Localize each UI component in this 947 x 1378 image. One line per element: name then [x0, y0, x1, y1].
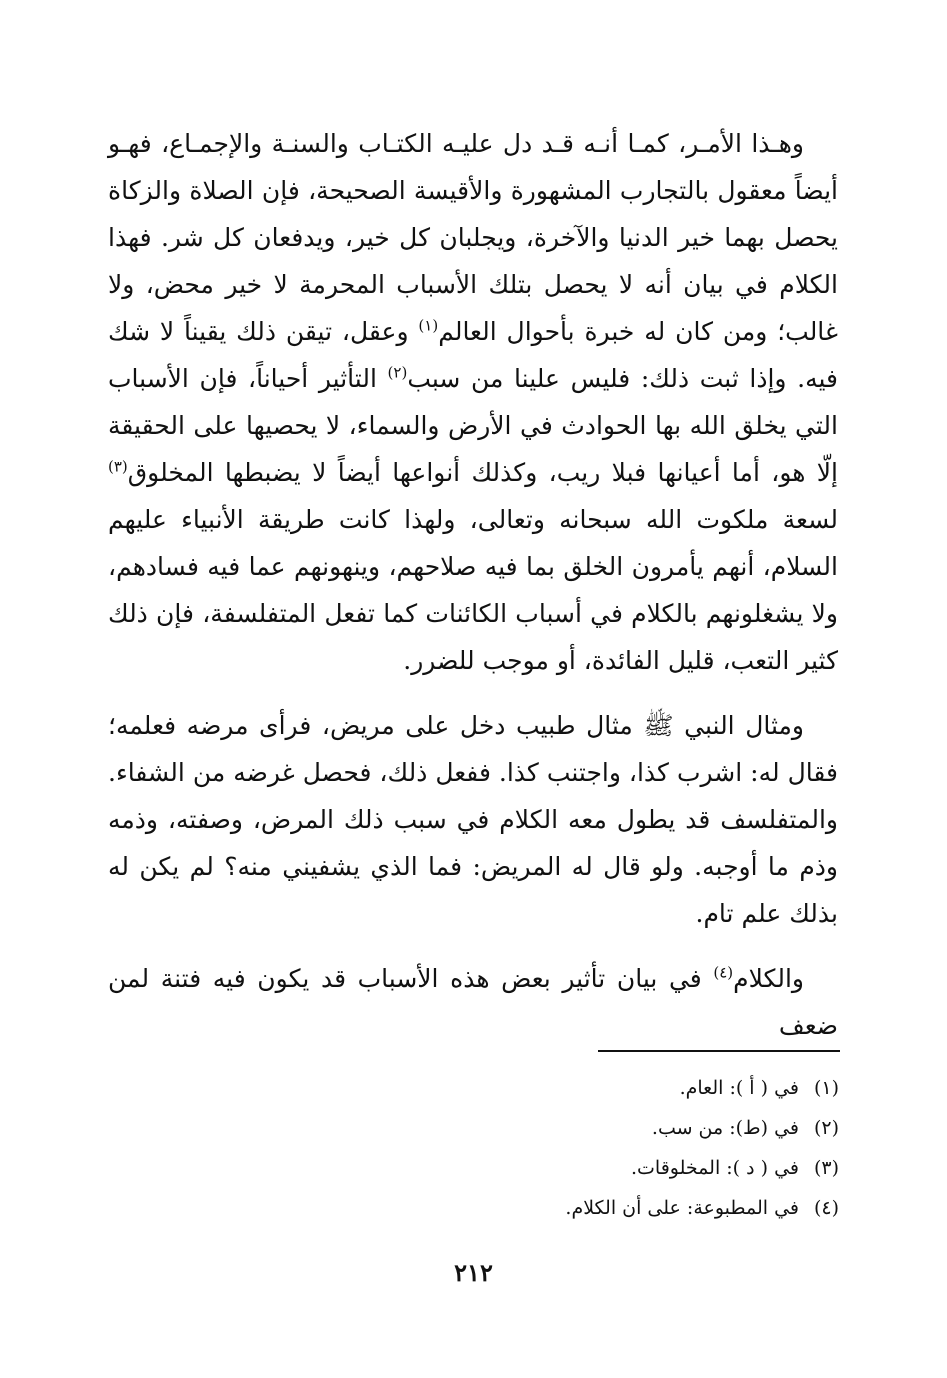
footnote-3 [439, 1148, 839, 1188]
paragraph-3-text-b: في بيان تأثير بعض هذه الأسباب قد يكون فيه فتنة لمن ضعف [108, 964, 838, 1040]
footnote-1 [439, 1068, 839, 1108]
footnote-text: في ( د ): المخلوقات. [631, 1157, 799, 1179]
footnote-number: (١) [813, 1077, 839, 1099]
footnote-separator [598, 1050, 840, 1052]
footnote-number: (٢) [813, 1117, 839, 1139]
footnote-number: (٤) [813, 1197, 839, 1219]
footnote-ref-3: (٣) [108, 457, 128, 476]
footnote-2 [439, 1108, 839, 1148]
paragraph-1 [108, 120, 838, 684]
paragraph-1-text-a: وهـذا الأمـر، كمـا أنـه قـد دل عليـه الكتـاب والسنـة والإجمـاع، فهـو أيضاً معقول بالتجارب المشهورة والأقيسة الصحيحة، فإن الصلاة والزكاة يحصل بهما خير الدنيا والآخرة، ويجلبان كل خير، ويدفعان كل شر. فهذا الكلام في بيان أنه لا يحصل بتلك الأسباب المحرمة لا خير محض، ولا غالب؛ ومن كان له خبرة بأحوال العالم [108, 129, 838, 346]
footnote-text: في (ط): من سب. [651, 1117, 799, 1139]
footnote-text: في ( أ ): العام. [679, 1077, 799, 1099]
paragraph-2: ومثال النبي ﷺ مثال طبيب دخل على مريض، فرأى مرضه فعلمه؛ فقال له: اشرب كذا، واجتنب كذا. ففعل ذلك، فحصل غرضه من الشفاء. والمتفلسف قد يطول معه الكلام في سبب ذلك المرض، وصفته، وذمه وذم ما أوجبه. ولو قال له المريض: فما الذي يشفيني منه؟ لم يكن له بذلك علم تام. [108, 711, 838, 928]
footnote-4 [439, 1188, 839, 1228]
footnote-ref-4: (٤) [713, 963, 734, 982]
footnotes [439, 1068, 839, 1228]
footnote-number: (٣) [813, 1157, 839, 1179]
main-text [108, 120, 838, 1049]
footnote-text: في المطبوعة: على أن الكلام. [565, 1197, 799, 1219]
footnote-ref-2: (٢) [387, 363, 408, 382]
paragraph-1-text-d: لسعة ملكوت الله سبحانه وتعالى، ولهذا كانت طريقة الأنبياء عليهم السلام، أنهم يأمرون الخلق بما فيه صلاحهم، وينهونهم عما فيه فسادهم، ولا يشغلونهم بالكلام في أسباب الكائنات كما تفعل المتفلسفة، فإن ذلك كثير التعب، قليل الفائدة، أو موجب للضرر. [108, 505, 839, 675]
footnote-ref-1: (١) [418, 316, 439, 335]
paragraph-3 [108, 955, 838, 1049]
paragraph-1-text-c: التأثير أحياناً، فإن الأسباب التي يخلق الله بها الحوادث في الأرض والسماء، لا يحصيها على الحقيقة إلّا هو، أما أعيانها فبلا ريب، وكذلك أنواعها أيضاً لا يضبطها المخلوق [108, 364, 838, 487]
paragraph-3-text-a: والكلام [733, 964, 804, 993]
page-number: ٢١٢ [454, 1258, 493, 1287]
paragraph-1-text-b: وعقل، تيقن ذلك يقيناً لا شك فيه. وإذا ثبت ذلك: فليس علينا من سبب [108, 317, 838, 393]
